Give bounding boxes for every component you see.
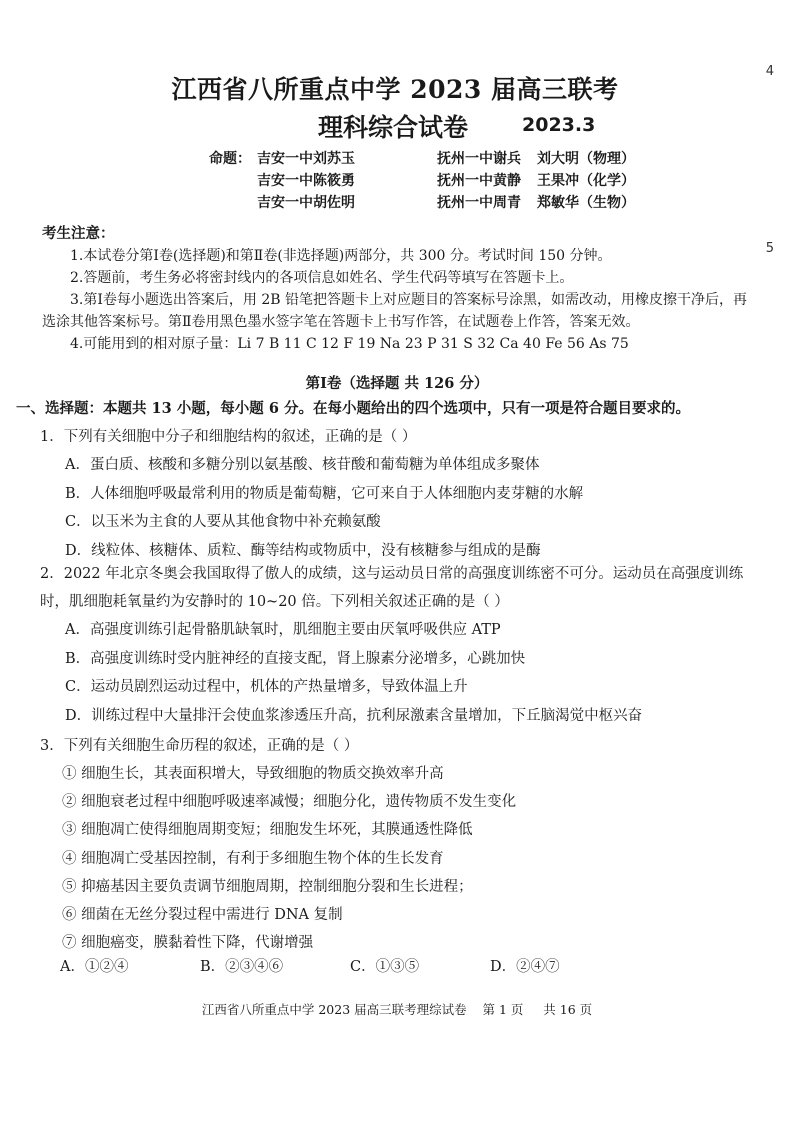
notice-title: 考生注意：	[42, 225, 115, 242]
candidate-notice	[42, 222, 752, 355]
notice-item: 3.第Ⅰ卷每小题选出答案后，用 2B 铅笔把答题卡上对应题目的答案标号涂黑，如需改动，用橡皮擦干净后，再选涂其他答案标号。第Ⅱ卷用黑色墨水签字笔在答题卡上书写作答，在试题卷上作答，答案无效。	[42, 292, 747, 330]
exam-date: 2023.3	[522, 114, 596, 136]
statement-item: ⑤ 抑癌基因主要负责调节细胞周期，控制细胞分裂和生长进程；	[62, 878, 473, 895]
author-name: 周青	[493, 195, 521, 211]
author-name: 谢兵	[493, 151, 521, 167]
notice-item: 1.本试卷分第Ⅰ卷(选择题)和第Ⅱ卷(非选择题)两部分，共 300 分。考试时间 150 分钟。	[70, 248, 612, 264]
question-stem: 3．下列有关细胞生命历程的叙述，正确的是（ ）	[40, 738, 359, 754]
margin-number: 5	[765, 241, 774, 256]
volume-title: 第Ⅰ卷（选择题 共 126 分）	[305, 375, 489, 392]
question-2	[40, 560, 770, 730]
statement-item: ② 细胞衰老过程中细胞呼吸速率减慢；细胞分化，遗传物质不发生变化	[62, 794, 517, 811]
choice-a: A．①②④	[60, 959, 129, 975]
question-3	[40, 732, 770, 957]
statement-item: ⑥ 细菌在无丝分裂过程中需进行 DNA 复制	[62, 907, 343, 924]
question-stem: 2．2022 年北京冬奥会我国取得了傲人的成绩，这与运动员日常的高强度训练密不可分。运动员在高强度训练时，肌细胞耗氧量约为安静时的 10~20 倍。下列相关叙述正确的是（ ）	[40, 566, 744, 610]
choice-d: D．②④⑦	[490, 959, 560, 975]
author-row	[209, 148, 699, 170]
question-1	[40, 423, 770, 565]
author-name-subject: 王果冲（化学）	[537, 173, 635, 189]
question-option: D．训练过程中大量排汗会使血浆渗透压升高，抗利尿激素含量增加，下丘脑渴觉中枢兴奋	[65, 707, 643, 724]
statement-item: ⑦ 细胞癌变，膜黏着性下降，代谢增强	[62, 935, 314, 952]
question-option: A．高强度训练引起骨骼肌缺氧时，肌细胞主要由厌氧呼吸供应 ATP	[65, 622, 501, 638]
choice-c: C．①③⑤	[350, 959, 420, 975]
author-name: 刘苏玉	[313, 151, 355, 167]
author-name: 黄静	[493, 173, 521, 189]
author-school: 吉安一中	[257, 195, 313, 211]
notice-item: 2.答题前，考生务必将密封线内的各项信息如姓名、学生代码等填写在答题卡上。	[70, 270, 574, 286]
question-option: B．人体细胞呼吸最常利用的物质是葡萄糖，它可来自于人体细胞内麦芽糖的水解	[65, 485, 584, 502]
author-name: 陈筱勇	[313, 173, 355, 189]
notice-item: 4.可能用到的相对原子量：Li 7 B 11 C 12 F 19 Na 23 P 31 S 32 Ca 40 Fe 56 As 75	[70, 336, 629, 352]
author-name-subject: 郑敏华（生物）	[537, 195, 635, 211]
author-school: 吉安一中	[257, 173, 313, 189]
author-name-subject: 刘大明（物理）	[537, 151, 635, 167]
author-row	[209, 170, 699, 192]
author-school: 抚州一中	[437, 151, 493, 167]
statement-item: ① 细胞生长，其表面积增大，导致细胞的物质交换效率升高	[62, 766, 444, 782]
exam-subtitle: 理科综合试卷	[318, 113, 469, 142]
question-option: D．线粒体、核糖体、质粒、酶等结构或物质中，没有核糖参与组成的是酶	[65, 542, 541, 559]
question-option: B．高强度训练时受内脏神经的直接支配，肾上腺素分泌增多，心跳加快	[65, 650, 526, 667]
question-option: A．蛋白质、核酸和多糖分别以氨基酸、核苷酸和葡萄糖为单体组成多聚体	[65, 457, 540, 473]
page-footer: 江西省八所重点中学 2023 届高三联考理综试卷 第 1 页 共 16 页	[201, 1002, 593, 1017]
statement-item: ④ 细胞凋亡受基因控制，有利于多细胞生物个体的生长发育	[62, 850, 444, 867]
question-option: C．运动员剧烈运动过程中，机体的产热量增多，导致体温上升	[65, 679, 468, 695]
author-school: 吉安一中	[257, 151, 313, 167]
exam-title: 江西省八所重点中学 2023 届高三联考	[171, 75, 619, 104]
author-school: 抚州一中	[437, 173, 493, 189]
authors-label: 命题：	[209, 151, 251, 167]
authors-block	[209, 148, 699, 214]
answer-choices	[60, 955, 760, 976]
question-stem: 1．下列有关细胞中分子和细胞结构的叙述，正确的是（ ）	[40, 429, 417, 445]
author-name: 胡佐明	[313, 195, 355, 211]
statement-item: ③ 细胞凋亡使得细胞周期变短；细胞发生坏死，其膜通透性降低	[62, 822, 473, 839]
margin-number: 4	[765, 64, 774, 79]
choice-b: B．②③④⑥	[200, 959, 284, 975]
author-school: 抚州一中	[437, 195, 493, 211]
section-heading: 一、选择题：本题共 13 小题，每小题 6 分。在每小题给出的四个选项中，只有一项是符合题目要求的。	[16, 400, 690, 417]
author-row	[209, 192, 699, 214]
question-option: C．以玉米为主食的人要从其他食物中补充赖氨酸	[65, 514, 381, 530]
